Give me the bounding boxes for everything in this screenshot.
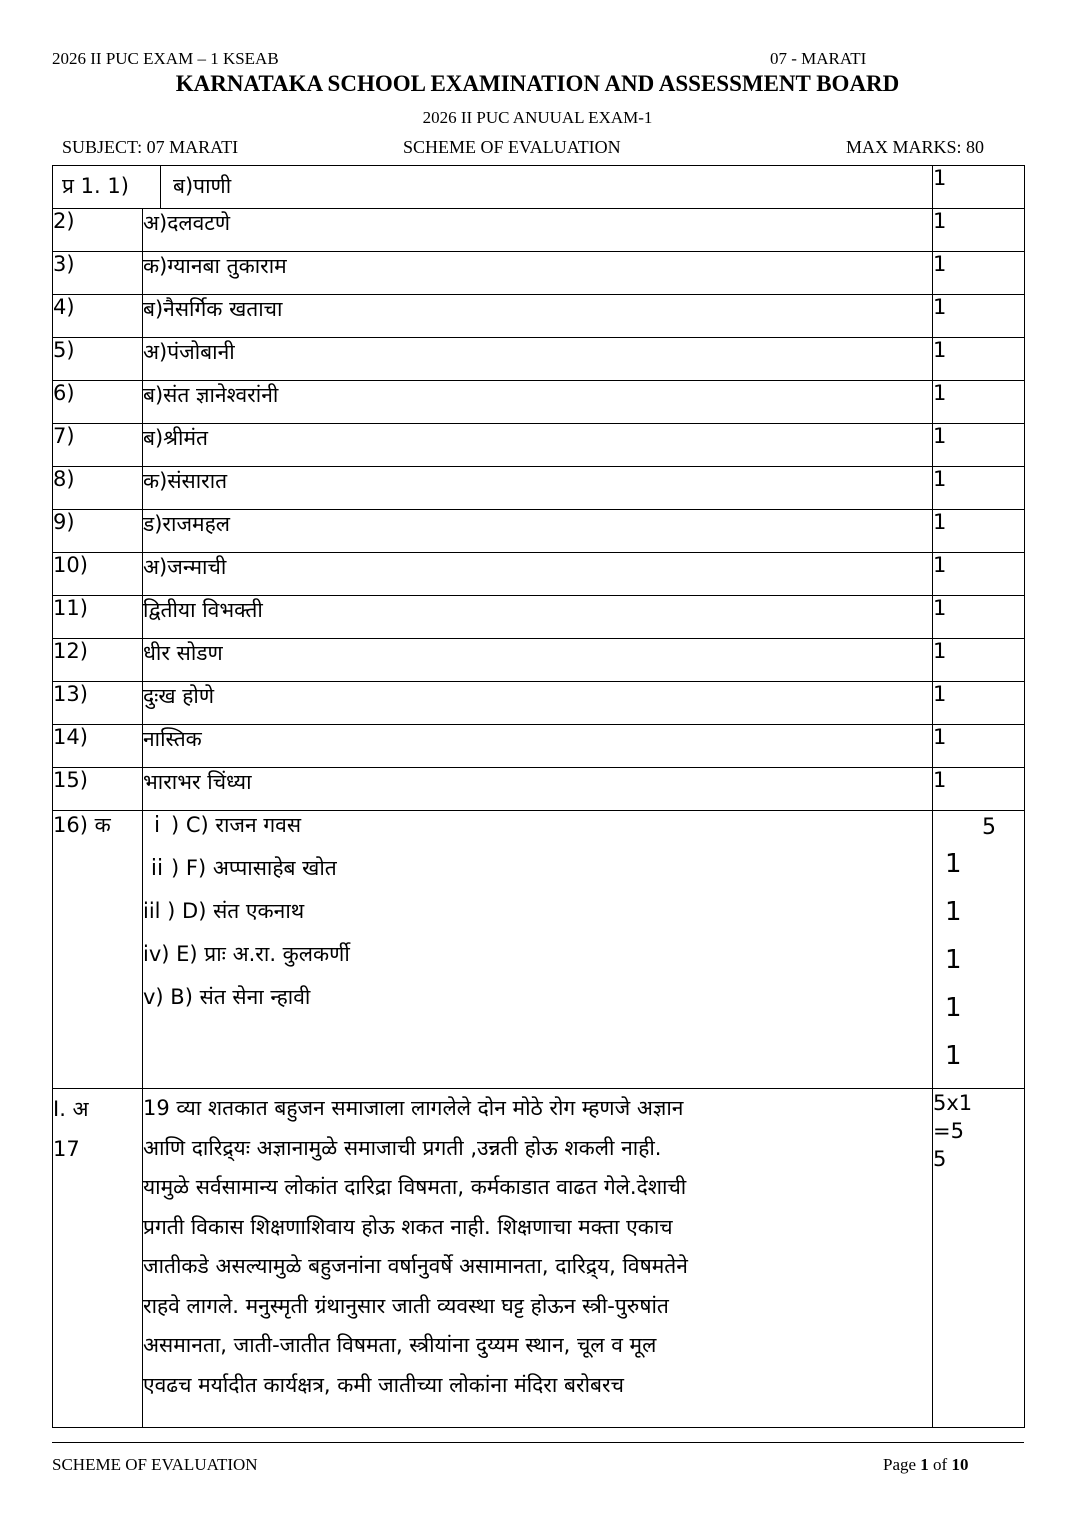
question-index: 17 (53, 1137, 80, 1161)
marks-total: 5 (933, 1147, 947, 1171)
match-item-text: iv) E) प्राः अ.रा. कुलकर्णी (143, 942, 350, 966)
marks-cell: 1 (933, 467, 1025, 510)
table-row (53, 682, 1025, 725)
item-marks (933, 840, 1024, 1080)
table-row (53, 338, 1025, 381)
answer-table (52, 165, 1025, 1428)
board-title: KARNATAKA SCHOOL EXAMINATION AND ASSESSMENT BOARD (175, 71, 900, 96)
answer-text: क)ग्यानबा तुकाराम (143, 252, 933, 295)
answer-text: ब)संत ज्ञानेश्वरांनी (143, 381, 933, 424)
table-row (53, 725, 1025, 768)
match-answers (143, 811, 933, 1089)
roman-numeral: ii (150, 856, 164, 881)
paragraph-line: आणि दारिद्र्यः अज्ञानामुळे समाजाची प्रगती ,उन्नती होऊ शकली नाही. (143, 1135, 662, 1160)
match-item (143, 811, 932, 854)
table-row (53, 510, 1025, 553)
marks-cell: 1 (933, 338, 1025, 381)
page-number (883, 1455, 968, 1475)
table-row (53, 166, 1025, 209)
answer-text: ब)नैसर्गिक खताचा (143, 295, 933, 338)
footer-scheme: SCHEME OF EVALUATION (52, 1455, 258, 1474)
match-item-text: v) B) संत सेना न्हावी (143, 985, 311, 1009)
table-row (53, 639, 1025, 682)
table-row (53, 596, 1025, 639)
marks-cell: 1 (933, 166, 1025, 209)
marks-cell: 1 (933, 768, 1025, 811)
match-item (143, 854, 932, 897)
answer-text: नास्तिक (143, 725, 933, 768)
marks-cell: 1 (933, 596, 1025, 639)
page-of: of (928, 1455, 952, 1474)
answer-paragraph (143, 1089, 933, 1428)
answer-text: दुःख होणे (143, 682, 933, 725)
question-number: 11) (53, 596, 143, 639)
table-row-q16 (53, 811, 1025, 1089)
paragraph-line: असमानता, जाती-जातीत विषमता, स्त्रीयांना दुय्यम स्थान, चूल व मूल (143, 1333, 657, 1357)
paragraph-line: जातीकडे असल्यामुळे बहुजनांना वर्षानुवर्षे असामानता, दारिद्र्य, विषमतेने (143, 1254, 688, 1278)
answer-text: अ)पंजोबानी (143, 338, 933, 381)
question-number: 3) (53, 252, 143, 295)
match-item (143, 897, 932, 940)
table-row (53, 295, 1025, 338)
table-row (53, 467, 1025, 510)
item-mark: 1 (945, 897, 962, 927)
table-row-q17 (53, 1089, 1025, 1428)
paragraph-line: राहवे लागले. मनुस्मृती ग्रंथानुसार जाती व्यवस्था घट्ट होऊन स्त्री-पुरुषांत (143, 1293, 669, 1318)
table-row (53, 424, 1025, 467)
marks-formula: 5x1 (933, 1091, 973, 1115)
marks-cell: 1 (933, 295, 1025, 338)
scheme-label: SCHEME OF EVALUATION (403, 137, 621, 157)
page-total: 10 (951, 1455, 969, 1474)
question-number: 16) क (53, 811, 143, 1089)
marks-cell: 1 (933, 725, 1025, 768)
question-number: 15) (53, 768, 143, 811)
question-number: 4) (53, 295, 143, 338)
table-row (53, 209, 1025, 252)
answer-text: क)संसारात (143, 467, 933, 510)
paragraph-line: यामुळे सर्वसामान्य लोकांत दारिद्रा विषमता, कर्मकाडात वाढत गेले.देशाची (143, 1175, 687, 1199)
page-prefix: Page (883, 1455, 921, 1474)
footer-divider (52, 1442, 1024, 1443)
answer-text: धीर सोडण (143, 639, 933, 682)
answer-cell (53, 166, 933, 209)
question-number: 7) (53, 424, 143, 467)
paragraph-line: प्रगती विकास शिक्षणाशिवाय होऊ शकत नाही. शिक्षणाचा मक्ता एकाच (143, 1214, 673, 1239)
table-row (53, 381, 1025, 424)
item-mark: 1 (945, 1041, 962, 1071)
header-exam-code: 2026 II PUC EXAM – 1 KSEAB (52, 49, 279, 68)
item-mark: 1 (945, 945, 962, 975)
answer-text: द्वितीया विभक्ती (143, 596, 933, 639)
marks-cell: 1 (933, 381, 1025, 424)
answer-text: अ)जन्माची (143, 553, 933, 596)
question-number: 10) (53, 553, 143, 596)
marks-cell: 1 (933, 424, 1025, 467)
table-row (53, 768, 1025, 811)
marks-cell: 1 (933, 510, 1025, 553)
item-mark: 1 (945, 993, 962, 1023)
question-number: प्र 1. 1) (53, 166, 161, 208)
marks-cell: 1 (933, 553, 1025, 596)
question-number: 14) (53, 725, 143, 768)
question-number: 12) (53, 639, 143, 682)
question-number: 6) (53, 381, 143, 424)
table-row (53, 252, 1025, 295)
paragraph-line: 19 व्या शतकात बहुजन समाजाला लागलेले दोन मोठे रोग म्हणजे अज्ञान (143, 1096, 684, 1120)
answer-text: ब)पाणी (173, 174, 232, 198)
question-section: I. अ (53, 1097, 89, 1121)
question-number: 9) (53, 510, 143, 553)
match-item (143, 940, 932, 983)
question-number (53, 1089, 143, 1428)
question-number: 5) (53, 338, 143, 381)
answer-text: ड)राजमहल (143, 510, 933, 553)
exam-name: 2026 II PUC ANUUAL EXAM-1 (422, 108, 653, 127)
marks-cell: 1 (933, 682, 1025, 725)
marks-cell (933, 1089, 1025, 1428)
max-marks-label: MAX MARKS: 80 (846, 137, 985, 157)
marks-cell: 1 (933, 252, 1025, 295)
roman-numeral: i (153, 813, 161, 838)
marks-cell: 1 (933, 209, 1025, 252)
match-item (143, 983, 932, 1026)
question-number: 2) (53, 209, 143, 252)
total-marks: 5 (982, 815, 996, 840)
marks-cell (933, 811, 1025, 1089)
question-number: 13) (53, 682, 143, 725)
question-number: 8) (53, 467, 143, 510)
answer-text: ब)श्रीमंत (143, 424, 933, 467)
paragraph-line: एवढच मर्यादीत कार्यक्षत्र, कमी जातीच्या लोकांना मंदिरा बरोबरच (143, 1372, 624, 1397)
table-row (53, 553, 1025, 596)
marks-formula: =5 (933, 1119, 964, 1143)
match-item-text: iil ) D) संत एकनाथ (143, 899, 305, 923)
match-item-text: ) F) अप्पासाहेब खोत (171, 856, 337, 880)
answer-text: भाराभर चिंध्या (143, 768, 933, 811)
header-subject-code: 07 - MARATI (770, 49, 867, 68)
page-current: 1 (920, 1455, 929, 1474)
subject-label: SUBJECT: 07 MARATI (62, 137, 239, 157)
item-mark: 1 (945, 849, 962, 879)
answer-text: अ)दलवटणे (143, 209, 933, 252)
match-item-text: ) C) राजन गवस (171, 813, 302, 837)
marks-cell: 1 (933, 639, 1025, 682)
